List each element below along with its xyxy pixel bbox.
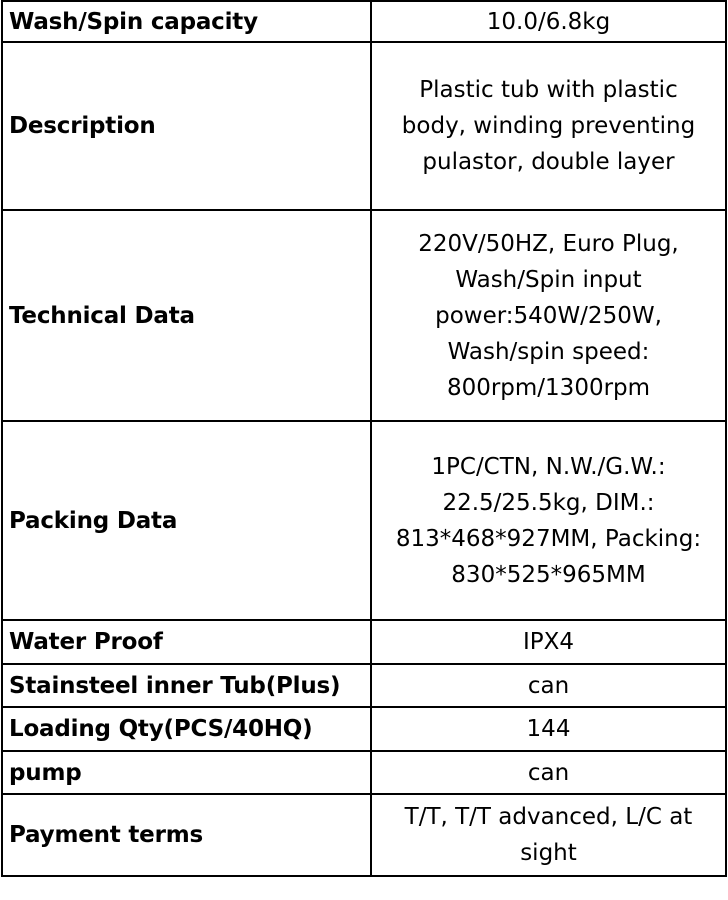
table-row [2,794,726,876]
row-value-text: Plastic tub with plastic body, winding preventing pulastor, double layer [401,77,696,175]
row-value [371,42,726,210]
row-label: Water Proof [2,620,371,664]
row-label: Description [2,42,371,210]
row-value-text: 10.0/6.8kg [486,8,611,35]
table-row [2,620,726,664]
table-row [2,1,726,42]
row-label: Technical Data [2,210,371,421]
table-row [2,664,726,707]
row-label: Loading Qty(PCS/40HQ) [2,707,371,751]
row-value [371,210,726,421]
spec-table [1,0,727,877]
row-label: Stainsteel inner Tub(Plus) [2,664,371,707]
row-value [371,751,726,794]
table-row [2,42,726,210]
row-value-text: 220V/50HZ, Euro Plug, Wash/Spin input power:540W/250W, Wash/spin speed: 800rpm/1300rpm [418,230,679,401]
table-row [2,751,726,794]
table-row [2,707,726,751]
row-label: Payment terms [2,794,371,876]
row-label: Packing Data [2,421,371,620]
row-value-text: can [527,759,570,786]
row-value [371,620,726,664]
row-value-text: 144 [526,716,571,742]
row-label: Wash/Spin capacity [2,1,371,42]
row-value [371,664,726,707]
row-value-text: IPX4 [522,629,575,655]
table-row [2,421,726,620]
row-value-text: T/T, T/T advanced, L/C at sight [404,804,693,866]
row-value [371,1,726,42]
row-value-text: can [527,672,570,699]
table-row [2,210,726,421]
row-label: pump [2,751,371,794]
row-value [371,421,726,620]
row-value [371,707,726,751]
row-value [371,794,726,876]
row-value-text: 1PC/CTN, N.W./G.W.: 22.5/25.5kg, DIM.: 813*468*927MM, Packing: 830*525*965MM [395,453,702,588]
